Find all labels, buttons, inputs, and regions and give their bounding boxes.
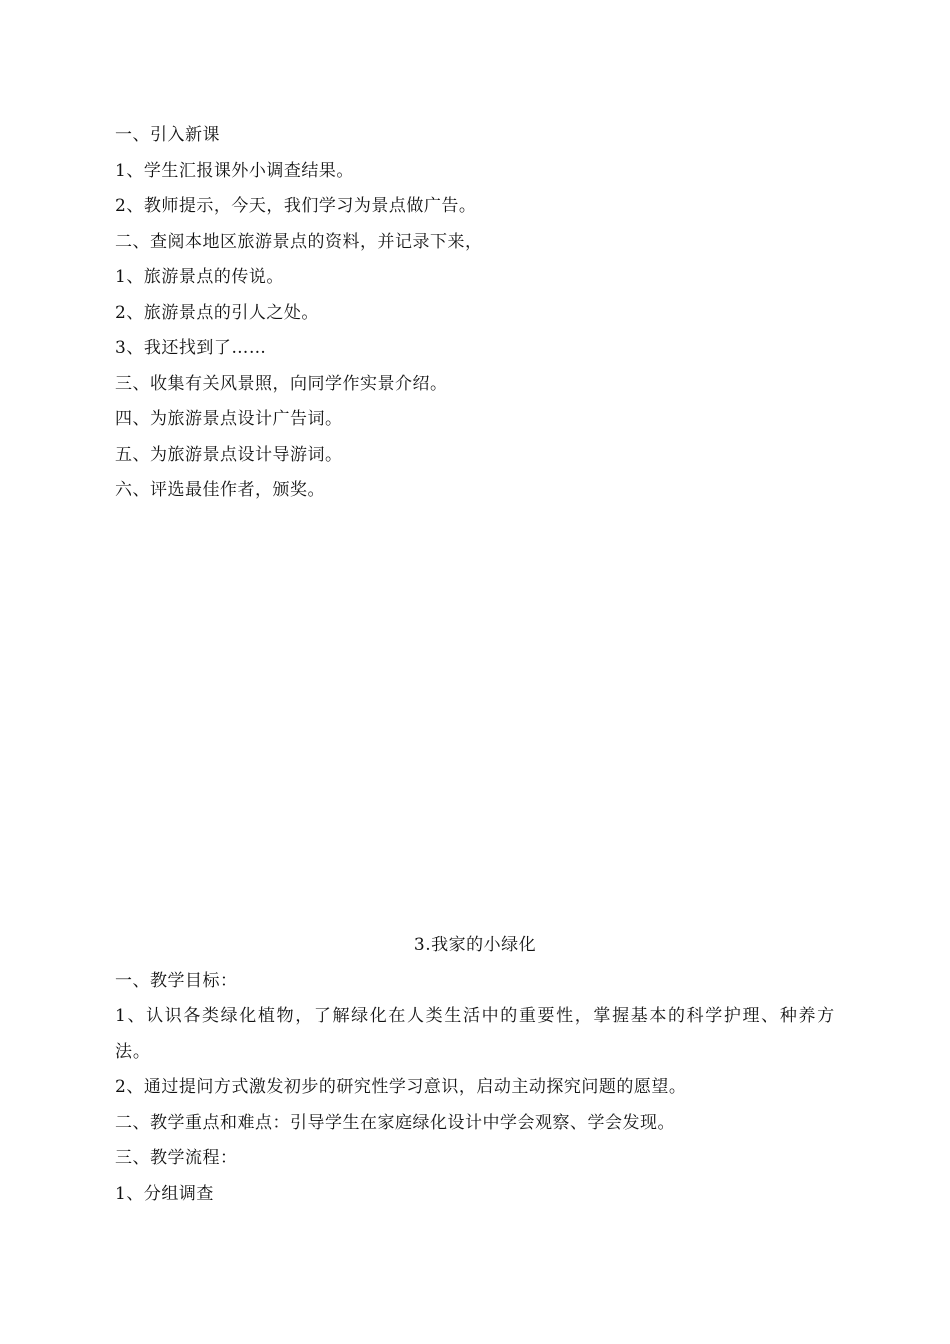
heading-tour-guide: 五、为旅游景点设计导游词。	[115, 444, 343, 465]
heading-research: 二、查阅本地区旅游景点的资料，并记录下来，	[115, 231, 483, 252]
list-item: 1、学生汇报课外小调查结果。	[115, 160, 354, 181]
list-item: 3、我还找到了……	[115, 338, 267, 358]
list-item: 2、旅游景点的引人之处。	[115, 302, 319, 323]
heading-awards: 六、评选最佳作者，颁奖。	[115, 480, 325, 500]
heading-objectives: 一、教学目标：	[115, 970, 238, 991]
heading-photos: 三、收集有关风景照，向同学作实景介绍。	[115, 373, 448, 394]
lesson-greening-section	[115, 928, 835, 1212]
heading-intro: 一、引入新课	[115, 125, 220, 145]
list-item: 2、教师提示，今天，我们学习为景点做广告。	[115, 196, 477, 216]
list-item: 1、分组调查	[115, 1183, 214, 1204]
heading-key-points: 二、教学重点和难点：引导学生在家庭绿化设计中学会观察、学会发现。	[115, 1112, 675, 1133]
list-item: 2、通过提问方式激发初步的研究性学习意识，启动主动探究问题的愿望。	[115, 1077, 687, 1097]
heading-process: 三、教学流程：	[115, 1148, 238, 1168]
list-item: 1、认识各类绿化植物，了解绿化在人类生活中的重要性，掌握基本的科学护理、种养方法。	[115, 1006, 835, 1062]
list-item: 1、旅游景点的传说。	[115, 267, 284, 287]
heading-ad-copy: 四、为旅游景点设计广告词。	[115, 409, 343, 429]
lesson-steps-section	[115, 118, 835, 509]
lesson-title: 3.我家的小绿化	[413, 935, 537, 955]
